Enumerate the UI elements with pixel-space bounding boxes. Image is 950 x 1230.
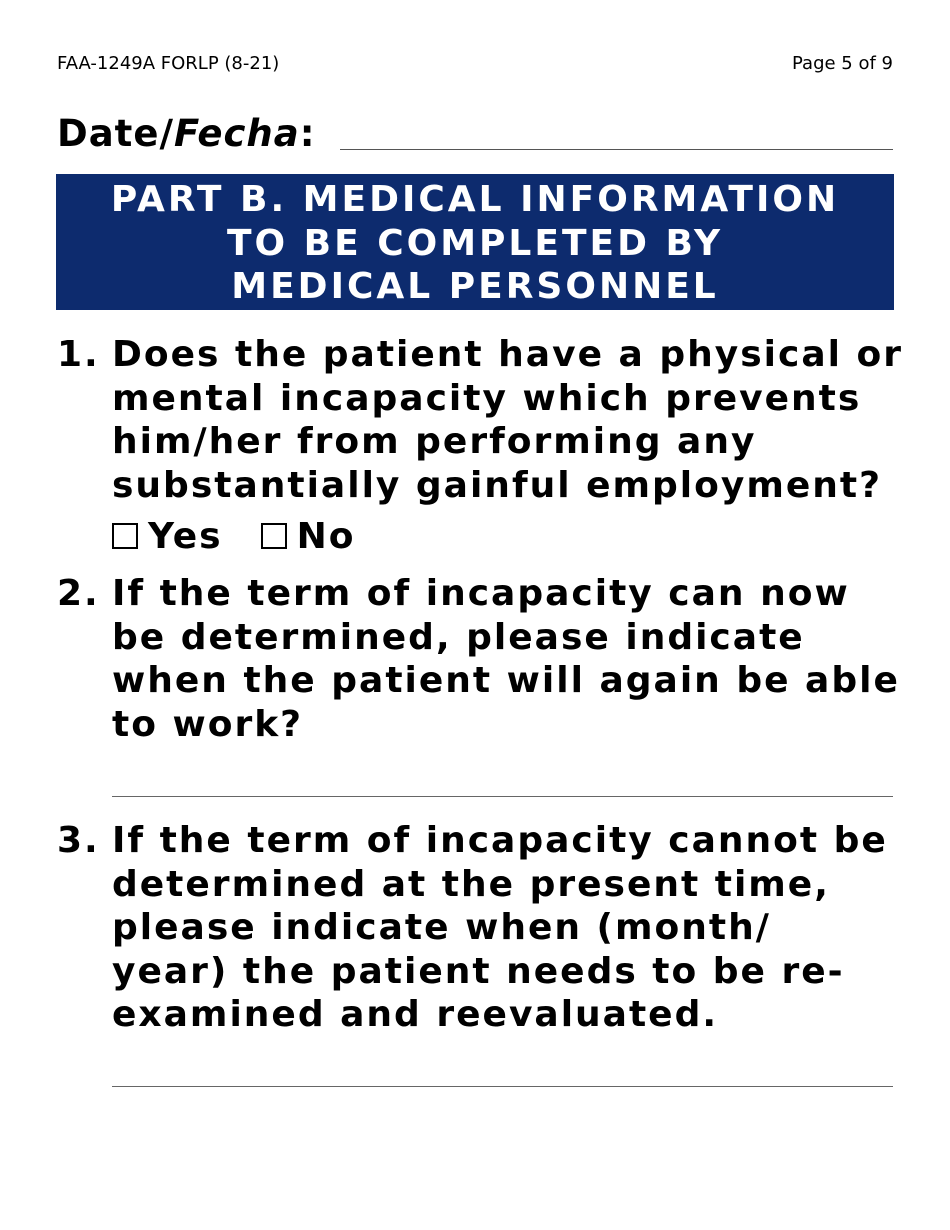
- date-label-colon: :: [299, 112, 316, 155]
- date-label-english: Date/: [57, 112, 174, 155]
- question-3: [57, 819, 897, 1037]
- question-line: please indicate when (month/: [112, 907, 771, 948]
- question-line: substantially gainful employment?: [112, 464, 882, 506]
- date-input-line[interactable]: [340, 149, 893, 150]
- form-id: FAA-1249A FORLP (8-21): [57, 53, 280, 74]
- date-label: [57, 112, 316, 155]
- question-3-number: 3.: [57, 820, 100, 861]
- part-b-title-line: TO BE COMPLETED BY: [226, 222, 724, 264]
- question-1-number: 1.: [57, 334, 100, 375]
- question-2-answer-line[interactable]: [112, 796, 893, 797]
- question-3-answer-line[interactable]: [112, 1086, 893, 1087]
- no-checkbox[interactable]: [261, 523, 287, 549]
- yes-option[interactable]: [112, 516, 223, 557]
- no-option[interactable]: [261, 516, 356, 557]
- question-line: be determined, please indicate: [112, 616, 805, 658]
- question-1-options: [112, 515, 355, 557]
- date-field-row: [57, 112, 893, 158]
- part-b-banner: [56, 174, 894, 310]
- part-b-title-line: MEDICAL PERSONNEL: [231, 266, 719, 307]
- yes-checkbox[interactable]: [112, 523, 138, 549]
- question-line: If the term of incapacity cannot be: [112, 820, 888, 861]
- question-line: him/her from performing any: [112, 421, 757, 462]
- date-label-spanish: Fecha: [173, 112, 300, 155]
- question-2: [57, 572, 900, 746]
- question-1-text: [112, 333, 903, 507]
- question-line: determined at the present time,: [112, 863, 830, 905]
- part-b-title-line: PART B. MEDICAL INFORMATION: [110, 179, 840, 220]
- question-1: [57, 333, 903, 507]
- question-2-number: 2.: [57, 573, 100, 614]
- no-label: No: [296, 515, 356, 557]
- question-line: Does the patient have a physical or: [112, 334, 903, 375]
- yes-label: Yes: [148, 515, 223, 557]
- question-line: If the term of incapacity can now: [112, 573, 850, 614]
- question-2-text: [112, 572, 900, 746]
- question-line: to work?: [112, 703, 304, 745]
- question-3-text: [112, 819, 897, 1037]
- question-line: mental incapacity which prevents: [112, 377, 862, 419]
- question-line: when the patient will again be able: [112, 660, 900, 701]
- question-line: year) the patient needs to be re-: [112, 950, 845, 992]
- page-number: Page 5 of 9: [792, 53, 893, 74]
- question-line: examined and reevaluated.: [112, 994, 719, 1035]
